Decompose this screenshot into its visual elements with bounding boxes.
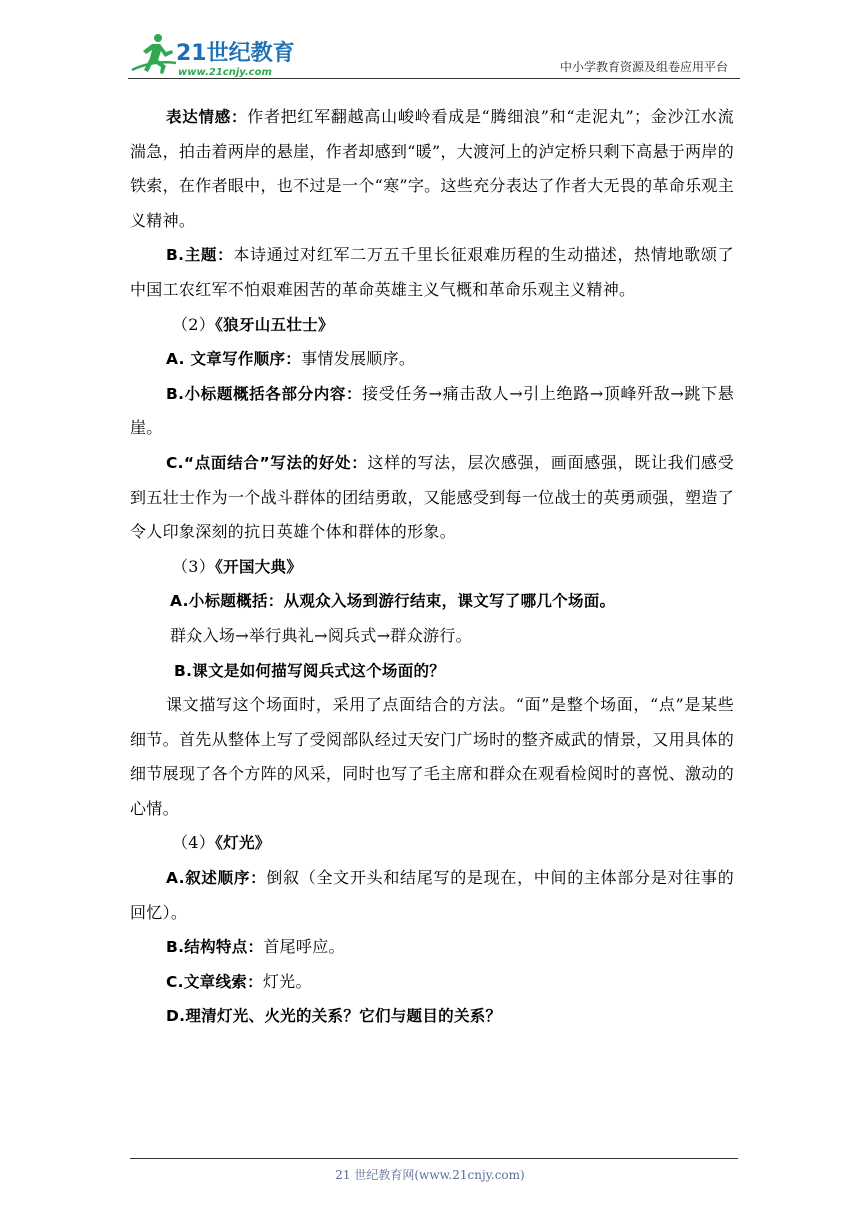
paragraph-subtitles: B.小标题概括各部分内容：接受任务→痛击敌人→引上绝路→顶峰歼敌→跳下悬崖。 (130, 383, 735, 438)
paragraph-question-b: B.课文是如何描写阅兵式这个场面的？ (174, 661, 446, 680)
header-platform-text: 中小学教育资源及组卷应用平台 (559, 60, 728, 74)
page-footer: 21 世纪教育网(www.21cnjy.com) (335, 1168, 525, 1182)
footer-divider (130, 1158, 738, 1159)
paragraph-theme: B.主题：本诗通过对红军二万五千里长征艰难历程的生动描述，热情地歌颂了中国工农红军不怕艰难困苦的革命英雄主义气概和革命乐观主义精神。 (130, 245, 734, 299)
paragraph-question-a: A.小标题概括：从观众入场到游行结束，课文写了哪几个场面。 (170, 592, 616, 611)
paragraph-question-d: D.理清灯光、火光的关系？它们与题目的关系？ (166, 1007, 502, 1026)
site-logo (128, 30, 298, 80)
paragraph-point-surface: C.“点面结合”写法的好处：这样的写法，层次感强，画面感强，既让我们感受到五壮士作为一个战斗群体的团结勇敢，又能感受到每一位战士的英勇顽强，塑造了令人印象深刻的抗日英雄个体和群体的形象。 (130, 452, 734, 542)
paragraph-clue: C.文章线索：灯光。 (166, 971, 312, 991)
section-heading-3: （3）《开国大典》 (172, 556, 303, 576)
section-heading-2: （2）《狼牙山五壮士》 (172, 314, 334, 334)
page-header (128, 30, 740, 80)
paragraph-answer-b: 课文描写这个场面时，采用了点面结合的方法。“面”是整个场面，“点”是某些细节。首先从整体上写了受阅部队经过天安门广场时的整齐威武的情景，又用具体的细节展现了各个方阵的风采，同时也写了毛主席和群众在观看检阅时的喜悦、激动的心情。 (130, 695, 734, 818)
paragraph-narration: A.叙述顺序：倒叙（全文开头和结尾写的是现在，中间的主体部分是对往事的回忆）。 (130, 868, 734, 922)
document-body (130, 100, 734, 1034)
runner-icon (132, 34, 176, 74)
svg-text:21世纪教育: 21世纪教育 (176, 41, 295, 66)
paragraph-emotion: 表达情感：作者把红军翻越高山峻岭看成是“腾细浪”和“走泥丸”；金沙江水流湍急，拍击着两岸的悬崖，作者却感到“暖”，大渡河上的泸定桥只剩下高悬于两岸的铁索，在作者眼中，也不过是一个“寒”字。这些充分表达了作者大无畏的革命乐观主义精神。 (130, 107, 734, 230)
section-heading-4: （4）《灯光》 (172, 833, 271, 853)
svg-text:www.21cnjy.com: www.21cnjy.com (178, 67, 272, 78)
paragraph-structure: B.结构特点：首尾呼应。 (166, 937, 345, 957)
header-divider (128, 78, 740, 79)
paragraph-order: A. 文章写作顺序：事情发展顺序。 (166, 349, 416, 369)
paragraph-answer-a: 群众入场→举行典礼→阅兵式→群众游行。 (170, 625, 472, 645)
